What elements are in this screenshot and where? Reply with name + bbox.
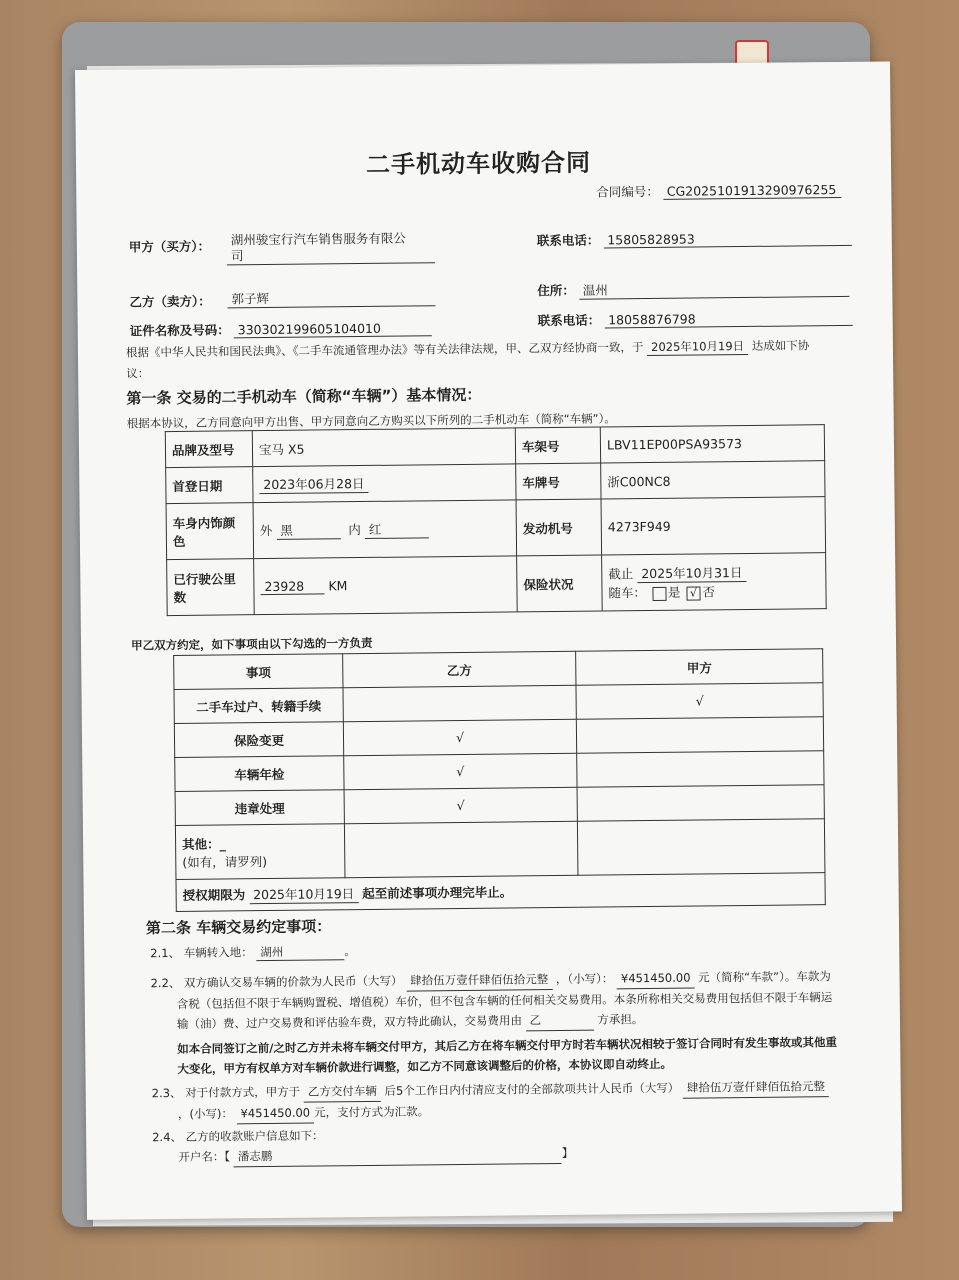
- clause-2-4: 2.4、 乙方的收款账户信息如下： 开户名：【 潘志鹏 】: [152, 1120, 872, 1169]
- responsibility-note: 甲乙双方约定，如下事项由以下勾选的一方负责: [130, 635, 373, 653]
- table-row: 首登日期 2023年06月28日 车牌号 浙C00NC8: [166, 461, 825, 504]
- intro-line-2: 议：: [126, 366, 150, 381]
- table-row: 事项 乙方 甲方: [174, 649, 823, 690]
- party-b-name: 郭子辉: [227, 287, 435, 308]
- contract-number: 合同编号： CG2025101913290976255: [596, 180, 841, 201]
- table-row: 已行驶公里 数 23928 KM 保险状况 截止 2025年10月31日 随车： 是 √ 否: [167, 553, 827, 616]
- vehicle-info-table: [165, 424, 827, 616]
- table-row: 二手车过户、转籍手续 √: [174, 683, 823, 724]
- clause-2-1: 2.1、 车辆转入地： 湖州 。: [150, 944, 356, 961]
- checkbox-yes[interactable]: [652, 586, 666, 600]
- party-b-phone: 联系电话： 18058876798: [538, 308, 853, 329]
- party-a-name: 湖州骏宝行汽车销售服务有限公 司: [227, 228, 435, 265]
- article-1-heading: 第一条 交易的二手机动车（简称“车辆”）基本情况：: [126, 385, 482, 408]
- party-b-id: 证件名称及号码： 330302199605104010: [130, 318, 432, 339]
- table-row: 品牌及型号 宝马 X5 车架号 LBV11EP00PSA93573: [165, 425, 824, 468]
- table-row: 授权期限为 2025年10月19日 起至前述事项办理完毕止。: [176, 873, 825, 912]
- party-a-phone: 联系电话： 15805828953: [537, 228, 852, 249]
- table-row: 其他：_ (如有，请罗列): [175, 819, 825, 880]
- checkbox-no[interactable]: √: [686, 586, 700, 600]
- intro-line: 根据《中华人民共和国民法典》、《二手车流通管理办法》等有关法律法规，甲、乙双方经协商一致，于 2025年10月19日 达成如下协: [125, 338, 810, 360]
- party-b-label: 乙方（卖方）：: [129, 293, 211, 310]
- article-1-desc: 根据本协议，乙方同意向甲方出售、甲方同意向乙方购买以下所列的二手机动车（简称“车辆”）。: [126, 411, 616, 431]
- table-row: 保险变更 √: [174, 717, 823, 758]
- contract-document: [75, 61, 902, 1219]
- price-adjustment-clause: 如本合同签订之前/之时乙方并未将车辆交付甲方，其后乙方在将车辆交付甲方时若车辆状况相较于签订合同时有发生事故或其他重 大变化，甲方有权单方对车辆价款进行调整，如乙方不同意该调整后的价格，本协议即自动终止。: [177, 1035, 837, 1076]
- party-b-address: 住所： 温州: [537, 278, 849, 300]
- table-row: 车身内饰颜 色 外 黑 内 红 发动机号 4273F949: [166, 497, 826, 560]
- responsibility-table: [173, 648, 826, 912]
- clause-2-2: 2.2、 双方确认交易车辆的价款为人民币（大写） 肆拾伍万壹仟肆佰伍拾元整 ，（小写）： ¥451450.00 元（简称“车款”）。车款为 含税（包括但不限于车辆购置税、增值税）车价，但不包含车辆的任何相关交易费用。本条所称相关交易费用包括但不限于车辆运 输（油）费、过户交易费和评估验车费，双方特此确认，交易费用由 乙 方承担。: [150, 969, 833, 1031]
- article-2-heading: 第二条 车辆交易约定事项：: [145, 917, 332, 938]
- clause-2-3: 2.3、 对于付款方式，甲方于 乙方交付车辆 后5个工作日内付清应支付的全部款项共计人民币（大写） 肆拾伍万壹仟肆佰伍拾元整 ，(小写)： ¥451450.00 元，支付方式为汇款。: [152, 1076, 872, 1126]
- table-row: 违章处理 √: [175, 785, 824, 826]
- contract-title: 二手机动车收购合同: [365, 148, 592, 179]
- table-row: 车辆年检 √: [175, 751, 824, 792]
- party-a-label: 甲方（买方）：: [128, 238, 211, 255]
